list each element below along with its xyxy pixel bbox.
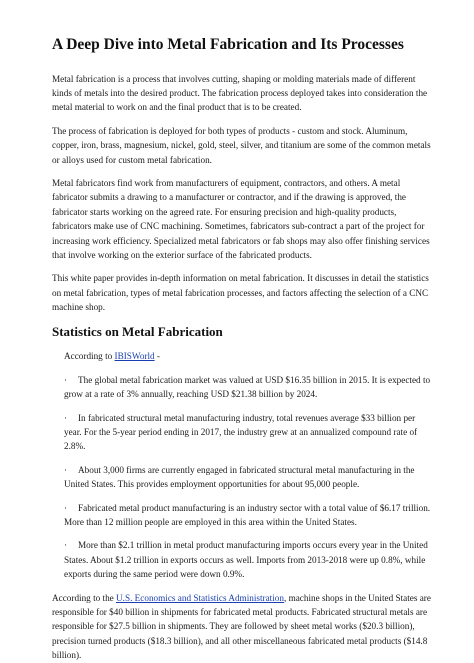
intro-paragraph-2: The process of fabrication is deployed for both types of products - custom and stock. Aluminum, copper, iron, brass, magnesium, nickel, gold, steel, silver, and titanium are some of the common metals or alloys used for custom metal fabrication. (52, 125, 431, 165)
according-line (52, 349, 434, 363)
bullet-item (52, 411, 434, 454)
us-esa-link[interactable]: U.S. Economics and Statistics Administration (116, 592, 284, 603)
bullet-marker: · (64, 502, 68, 513)
bullet-text: About 3,000 firms are currently engaged in fabricated structural metal manufacturing in the United States. This provides employment opportunities for about 95,000 people. (64, 464, 415, 490)
bullet-marker: · (64, 374, 68, 385)
according-suffix: - (154, 351, 160, 362)
ibisworld-link[interactable]: IBISWorld (114, 351, 155, 362)
bullet-text: More than $2.1 trillion in metal product manufacturing imports occurs every year in the United States. About $1.2 trillion in exports occurs as well. Imports from 2013-2018 were up 0.8%, while exports during the same period were down 0.9%. (64, 540, 428, 580)
intro-paragraph-4: This white paper provides in-depth information on metal fabrication. It discusses in detail the statistics on metal fabrication, types of metal fabrication processes, and factors affecting the selection of a CNC machine shop. (52, 273, 429, 313)
bullet-item (52, 501, 434, 530)
bullet-item (52, 538, 434, 581)
intro-paragraph-3: Metal fabricators find work from manufacturers of equipment, contractors, and others. A metal fabricator submits a drawing to a manufacturer or contractor, and if the drawing is approved, the fabricator starts working on the agreed rate. For ensuring precision and high-quality products, fabricators make use of CNC machining. Sometimes, fabricators sub-contract a part of the project for increasing work efficiency. Specialized metal fabricators or fab shops may also offer finishing services that involve working on the exterior surface of the fabricated products. (52, 178, 430, 261)
document-title: A Deep Dive into Metal Fabrication and Its Processes (52, 36, 404, 53)
intro-paragraph-1: Metal fabrication is a process that involves cutting, shaping or molding materials made of different kinds of metals into the desired product. The fabrication process deployed takes into consideration the metal material to work on and the final product that is to be created. (52, 73, 428, 113)
bullet-text: In fabricated structural metal manufacturing industry, total revenues average $33 billion per year. For the 5-year period ending in 2017, the industry grew at an annualized compound rate of 2.8%. (64, 412, 418, 452)
statistics-heading: Statistics on Metal Fabrication (52, 323, 223, 339)
closing-suffix: , machine shops in the United States are responsible for $40 billion in shipments for fabricated metal products. Fabricated structural metals are responsible for $27.5 billion in shipments. They are followed by sheet metal works ($20.3 billion), precision turned products ($18.3 billion), and all other miscellaneous fabricated metal products ($14.8 billion). (52, 592, 431, 661)
closing-paragraph (52, 591, 434, 663)
bullet-item (52, 373, 434, 402)
bullet-marker: · (64, 464, 68, 475)
according-prefix: According to (64, 351, 115, 362)
bullet-marker: · (64, 540, 68, 551)
bullet-text: The global metal fabrication market was valued at USD $16.35 billion in 2015. It is expected to grow at a rate of 3% annually, reaching USD $21.38 billion by 2024. (64, 374, 431, 400)
closing-prefix: According to the (52, 592, 117, 603)
bullet-marker: · (64, 412, 68, 423)
bullet-text: Fabricated metal product manufacturing is an industry sector with a total value of $6.17 trillion. More than 12 million people are employed in this area within the United States. (64, 502, 431, 527)
bullet-item (52, 463, 434, 492)
